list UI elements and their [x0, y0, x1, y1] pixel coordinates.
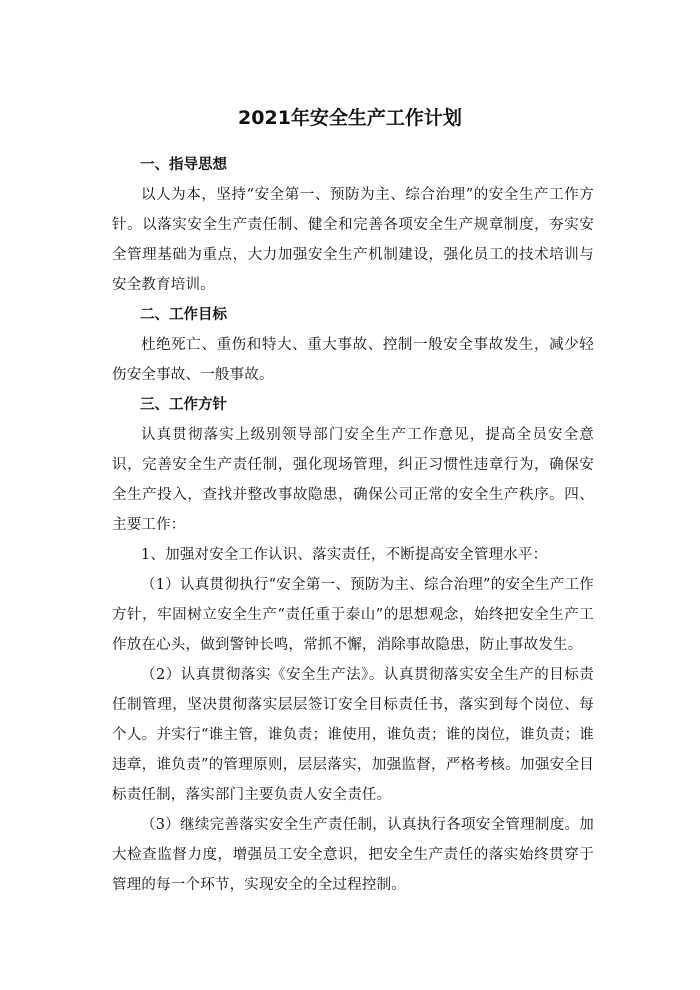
section-work-goals — [112, 300, 594, 390]
document-title: 2021年安全生产工作计划 — [238, 107, 462, 129]
paragraph: 杜绝死亡、重伤和特大、重大事故、控制一般安全事故发生，减少轻伤安全事故、一般事故。 — [112, 337, 594, 383]
section-heading: 一、指导思想 — [140, 157, 227, 173]
section-heading: 二、工作目标 — [140, 307, 227, 323]
paragraph: （1）认真贯彻执行“安全第一、预防为主、综合治理”的安全生产工作方针，牢固树立安全生产“责任重于泰山”的思想观念，始终把安全生产工作放在心头，做到警钟长鸣，常抓不懈，消除事故隐患，防止事故发生。 — [112, 577, 594, 653]
paragraph: 认真贯彻落实上级别领导部门安全生产工作意见，提高全员安全意识，完善安全生产责任制，强化现场管理，纠正习惯性违章行为，确保安全生产投入，查找并整改事故隐患，确保公司正常的安全生产秩序。四、主要工作： — [112, 427, 594, 533]
paragraph: （3）继续完善落实安全生产责任制，认真执行各项安全管理制度。加大检查监督力度，增强员工安全意识，把安全生产责任的落实始终贯穿于管理的每一个环节，实现安全的全过程控制。 — [112, 817, 594, 893]
paragraph: 1、加强对安全工作认识、落实责任，不断提高安全管理水平： — [141, 547, 548, 563]
document-body — [112, 150, 594, 900]
paragraph: （2）认真贯彻落实《安全生产法》。认真贯彻落实安全生产的目标责任制管理，坚决贯彻落实层层签订安全目标责任书，落实到每个岗位、每个人。并实行“谁主管，谁负责；谁使用，谁负责；谁的岗位，谁负责；谁违章，谁负责”的管理原则，层层落实，加强监督，严格考核。加强安全目标责任制，落实部门主要负责人安全责任。 — [112, 667, 594, 803]
section-heading: 三、工作方针 — [140, 397, 227, 413]
section-work-policy — [112, 390, 594, 900]
paragraph: 以人为本，坚持“安全第一、预防为主、综合治理”的安全生产工作方针。以落实安全生产责任制、健全和完善各项安全生产规章制度，夯实安全管理基础为重点，大力加强安全生产机制建设，强化员工的技术培训与安全教育培训。 — [112, 187, 594, 293]
section-guiding-ideology — [112, 150, 594, 300]
